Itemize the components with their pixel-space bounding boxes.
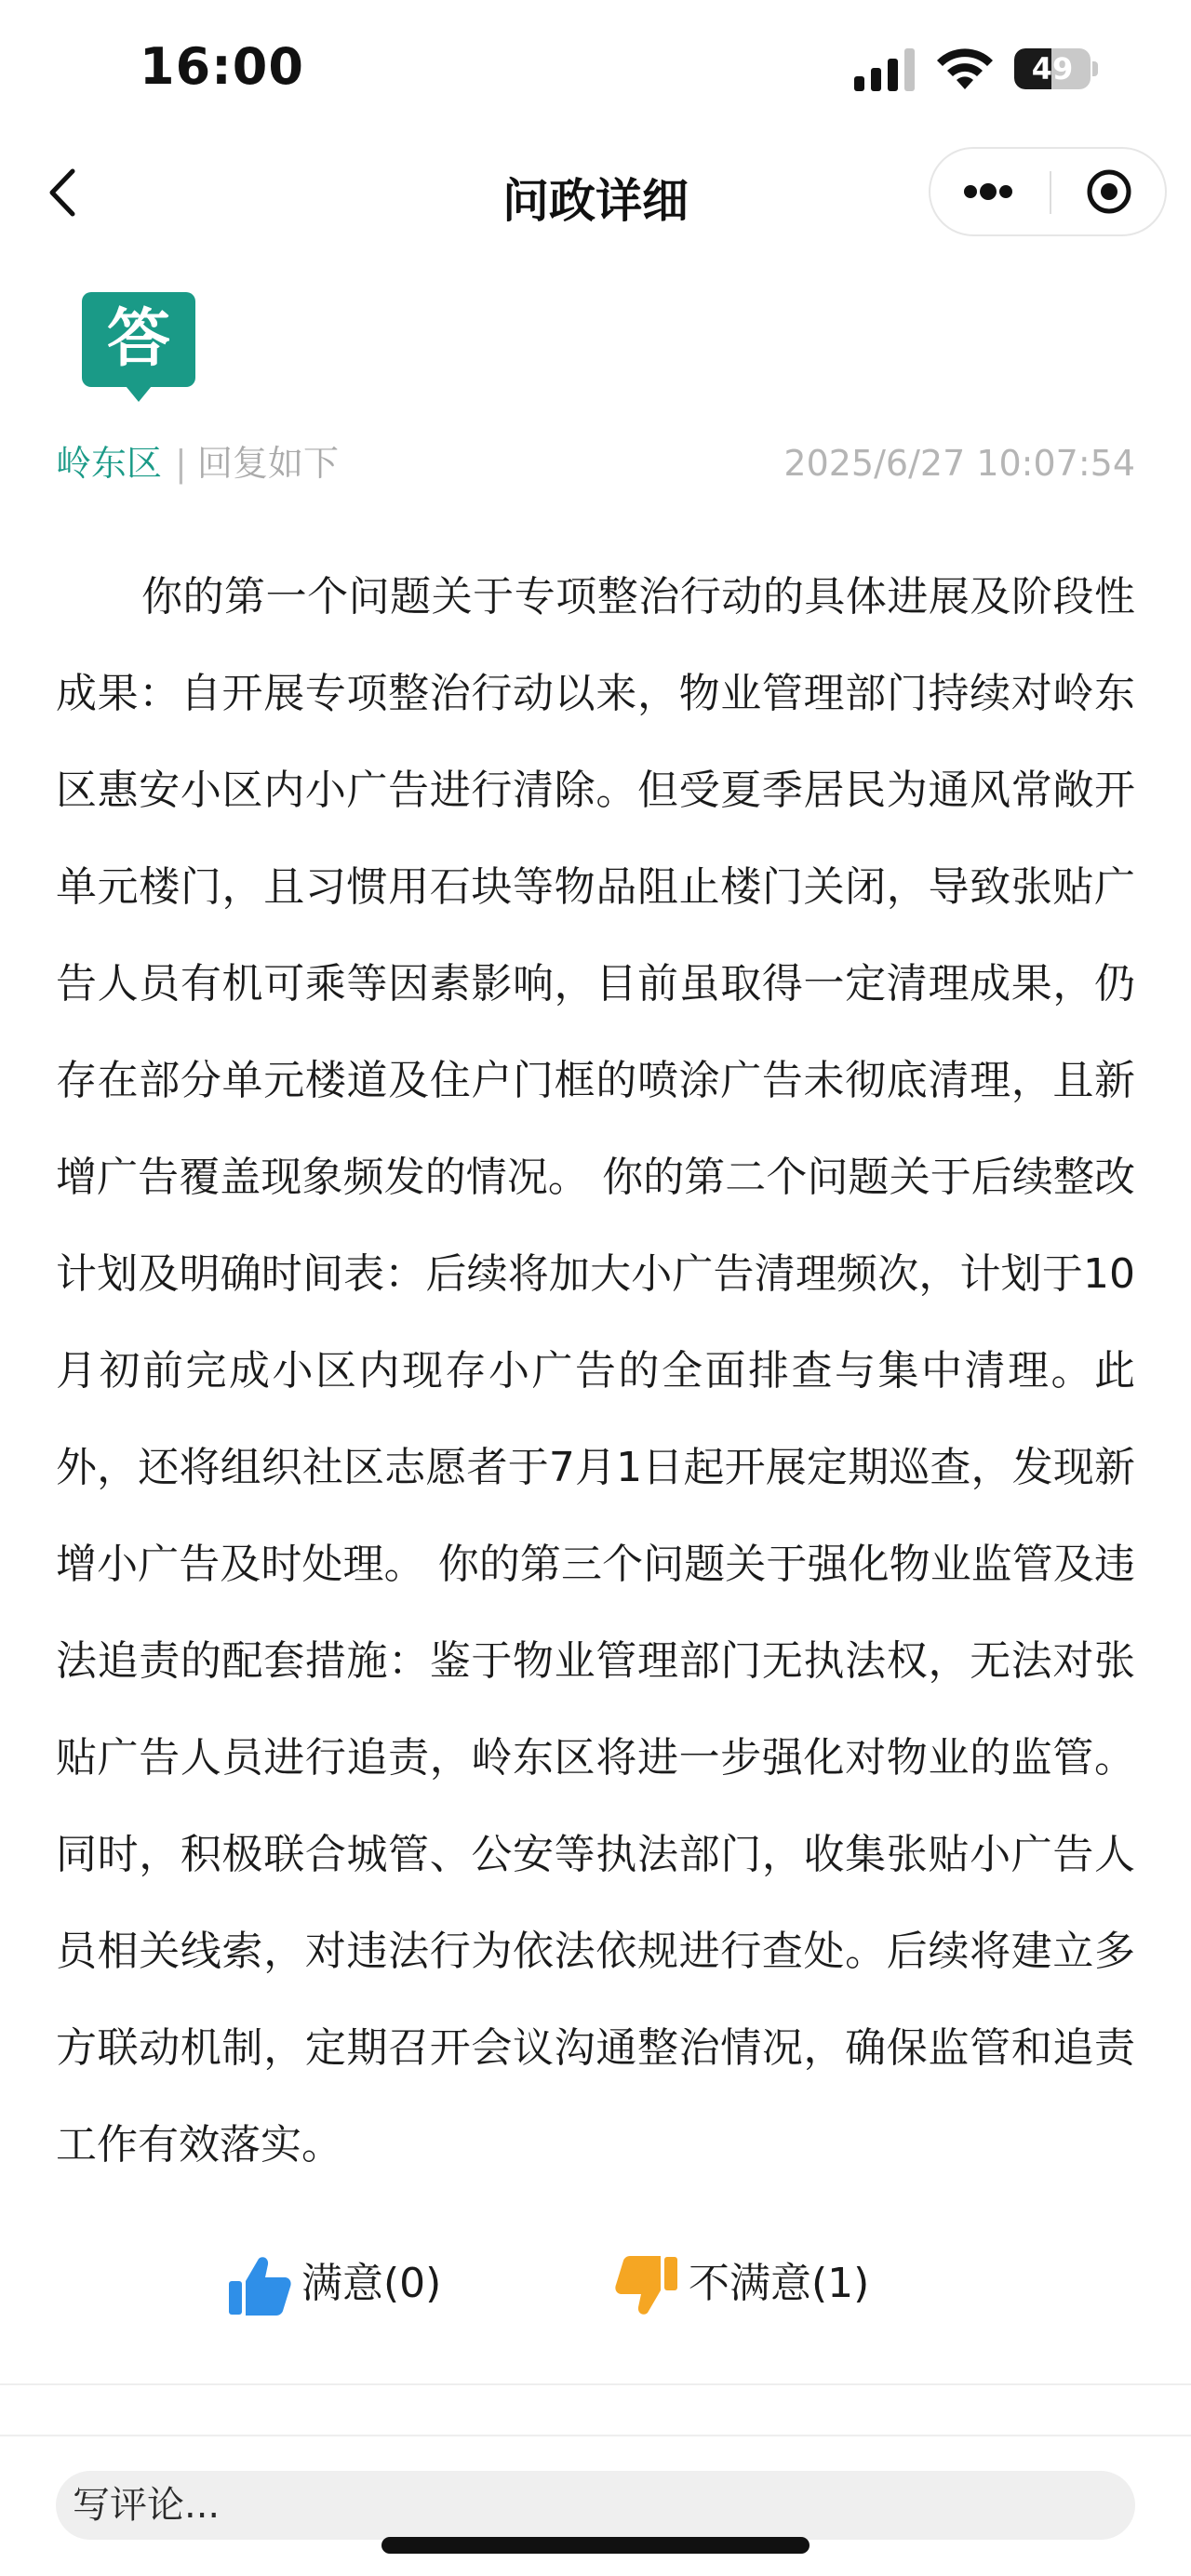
section-divider bbox=[0, 2383, 1191, 2385]
status-time: 16:00 bbox=[140, 37, 304, 96]
page-title: 问政详细 bbox=[502, 174, 689, 228]
department-name: 岭东区 bbox=[56, 443, 163, 484]
nav-bar bbox=[0, 140, 1191, 251]
rating-row bbox=[0, 2242, 1191, 2326]
thumbs-up-icon bbox=[227, 2253, 292, 2318]
reply-timestamp: 2025/6/27 10:07:54 bbox=[783, 443, 1135, 484]
comment-bar-divider bbox=[0, 2435, 1191, 2436]
unsatisfied-label: 不满意(1) bbox=[689, 2260, 870, 2307]
meta-separator: | bbox=[175, 443, 187, 484]
cellular-signal-icon bbox=[854, 48, 916, 91]
thumbs-down-icon bbox=[614, 2253, 679, 2318]
reply-label: 回复如下 bbox=[197, 443, 340, 484]
mini-program-capsule bbox=[929, 147, 1167, 236]
battery-level: 49 bbox=[1031, 51, 1074, 87]
comment-input[interactable] bbox=[56, 2471, 1135, 2540]
reply-meta bbox=[56, 437, 1135, 489]
battery-indicator bbox=[1014, 48, 1098, 89]
home-indicator bbox=[381, 2537, 810, 2554]
more-dots-icon[interactable] bbox=[930, 149, 1048, 234]
target-close-icon[interactable] bbox=[1051, 149, 1167, 234]
answer-badge bbox=[82, 292, 195, 402]
satisfied-label: 满意(0) bbox=[301, 2260, 442, 2307]
reply-body-text: 你的第一个问题关于专项整治行动的具体进展及阶段性成果：自开展专项整治行动以来，物业管理部门持续对岭东区惠安小区内小广告进行清除。但受夏季居民为通风常敞开单元楼门，且习惯用石块等物品阻止楼门关闭，导致张贴广告人员有机可乘等因素影响，目前虽取得一定清理成果，仍存在部分单元楼道及住户门框的喷涂广告未彻底清理，且新增广告覆盖现象频发的情况。 你的第二个问题关于后续整改计划及明确时间表：后续将加大小广告清理频次，计划于10月初前完成小区内现存小广告的全面排查与集中清理。此外，还将组织社区志愿者于7月1日起开展定期巡查，发现新增小广告及时处理。 你的第三个问题关于强化物业监管及违法追责的配套措施：鉴于物业管理部门无执法权，无法对张贴广告人员进行追责，岭东区将进一步强化对物业的监管。同时，积极联合城管、公安等执法部门，收集张贴小广告人员相关线索，对违法行为依法依规进行查处。后续将建立多方联动机制，定期召开会议沟通整治情况，确保监管和追责工作有效落实。 bbox=[56, 573, 1135, 2169]
answer-badge-label: 答 bbox=[106, 302, 170, 376]
status-bar bbox=[0, 0, 1191, 140]
wifi-icon bbox=[934, 45, 996, 91]
